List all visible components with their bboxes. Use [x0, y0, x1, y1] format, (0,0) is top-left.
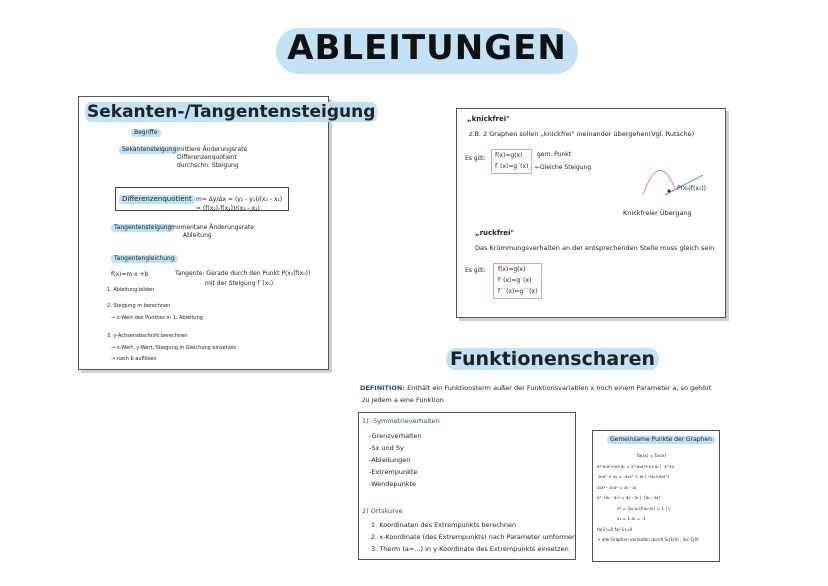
es-gilt-label-2: Es gilt:: [465, 267, 486, 274]
step-3-detail: → x-Wert, y-Wert, Steigung in Gleichung einsetzen: [111, 345, 237, 351]
graph-caption: Knickfreier Übergang: [623, 209, 692, 217]
page-title: ABLEITUNGEN: [284, 22, 570, 74]
gp-derivation: fa₁(x) = fa₂(x) x³-a₁x²+x+a₁ = x³-a₂x²+x+a₂ | -x³+x -a₁x² + a₁ = -a₂x² + a₂ | -(a₁+a₂x²) a₂x² - a₁x² = a₂ - a₁ x² ·(a₂ - a₁) = a₂ - a₁ | :(a₂ - a₁) x² = (a₂-a₁)/(a₂-a₁) = 1 | √ x₁ = 1 x₂ = -1 fa(1)=0 fa(-1)=0 → alle Graphen verlaufen durch S₁(1|0) ; S₂(-1|0): [597, 453, 699, 542]
section-2-title: 2) Ortskurve: [362, 507, 403, 515]
definition-line-2: zu jedem a eine Funktion: [362, 396, 444, 404]
card-gemeinsame-punkte: [592, 430, 720, 562]
note-gemeinsamer-punkt: gem. Punkt: [537, 151, 572, 158]
step-2-detail: → x-Wert des Punktes in 1. Ableitung: [111, 315, 203, 321]
card-sekanten-tangenten: [78, 96, 376, 370]
step-3: 3. y-Achsenabschnitt berechnen: [107, 333, 188, 339]
gp-title: Gemeinsame Punkte der Graphen: [607, 436, 715, 444]
tangenten-terms: momentane Änderungsrate Ableitung: [171, 224, 254, 239]
es-gilt-label-1: Es gilt:: [465, 155, 486, 162]
section-1-items: -Grenzverhalten -Sx und Sy -Ableitungen -Extrempunkte -Wendepunkte: [369, 432, 422, 488]
card-heading: Sekanten-/Tangentensteigung: [87, 102, 376, 122]
ruckfrei-conditions: f(x)=g(x) f´(x)=g´(x) f´´(x)=g´´(x): [493, 263, 542, 299]
label-sekantensteigung: Sekantensteigung: [119, 146, 179, 154]
label-tangentensteigung: Tangentensteigung: [111, 224, 174, 232]
label-differenzenquotient: Differenzenquotient: [119, 195, 195, 204]
section-2-items: 1. Koordinaten des Extrempunkts berechnen 2. x-Koordinate (des Extrempunkts) nach Parameter umformen 3. Therm (a=...) in y-Koordinate des Extrempunkts einsetzen: [371, 521, 577, 553]
step-1: 1. Ableitung bilden: [107, 287, 155, 293]
note-gleiche-steigung: ←Gleiche Steigung: [535, 164, 592, 171]
knickfrei-conditions: f(x)=g(x) f´(x)=g´(x): [491, 149, 532, 174]
ruckfrei-title: „ruckfrei": [475, 229, 515, 237]
knickfrei-title: „knickfrei": [467, 115, 510, 123]
step-3-solve: → nach b auflösen: [111, 356, 157, 362]
tangent-description: Tangente: Gerade durch den Punkt P(x₀|f(x₀)) mit der Steigung f´(x₀): [175, 270, 311, 287]
label-tangentengleichung: Tangentengleichung: [111, 255, 178, 263]
knickfrei-description: z.B. 2 Graphen sollen „knickfrei" ineinander übergehen(Vgl. Rutsche): [469, 130, 695, 138]
point-label: P(x₀|f(x₀)): [677, 185, 707, 192]
step-2: 2. Steigung m berechnen: [107, 303, 171, 309]
definition: DEFINITION: Enthält ein Funktionsterm außer der Funktionsvariablen x noch einem Parameter a, so gehört: [360, 384, 712, 392]
funktionenscharen-heading: Funktionenscharen: [446, 346, 659, 372]
ruckfrei-description: Das Krümmungsverhalten an der entsprechenden Stelle muss gleich sein: [475, 244, 715, 252]
sekanten-terms: mittlere Änderungsrate Differenzenquotient durchschn. Steigung: [177, 146, 248, 169]
tangent-formula: f(x)=m·x +b: [111, 271, 149, 278]
card-kurvendiskussion: [358, 412, 576, 560]
difference-quotient-formula: m= Δy/Δx = (y₂ - y₁)/(x₂ - x₁) = (f(x₂)-f(x₁))/(x₂ - x₁): [196, 196, 283, 212]
label-begriffe: Begriffe: [131, 129, 161, 137]
formula-box: [115, 187, 289, 211]
section-1-title: 1) -Symmetrieverhalten: [362, 417, 440, 425]
card-knickfrei-ruckfrei: [456, 108, 726, 318]
